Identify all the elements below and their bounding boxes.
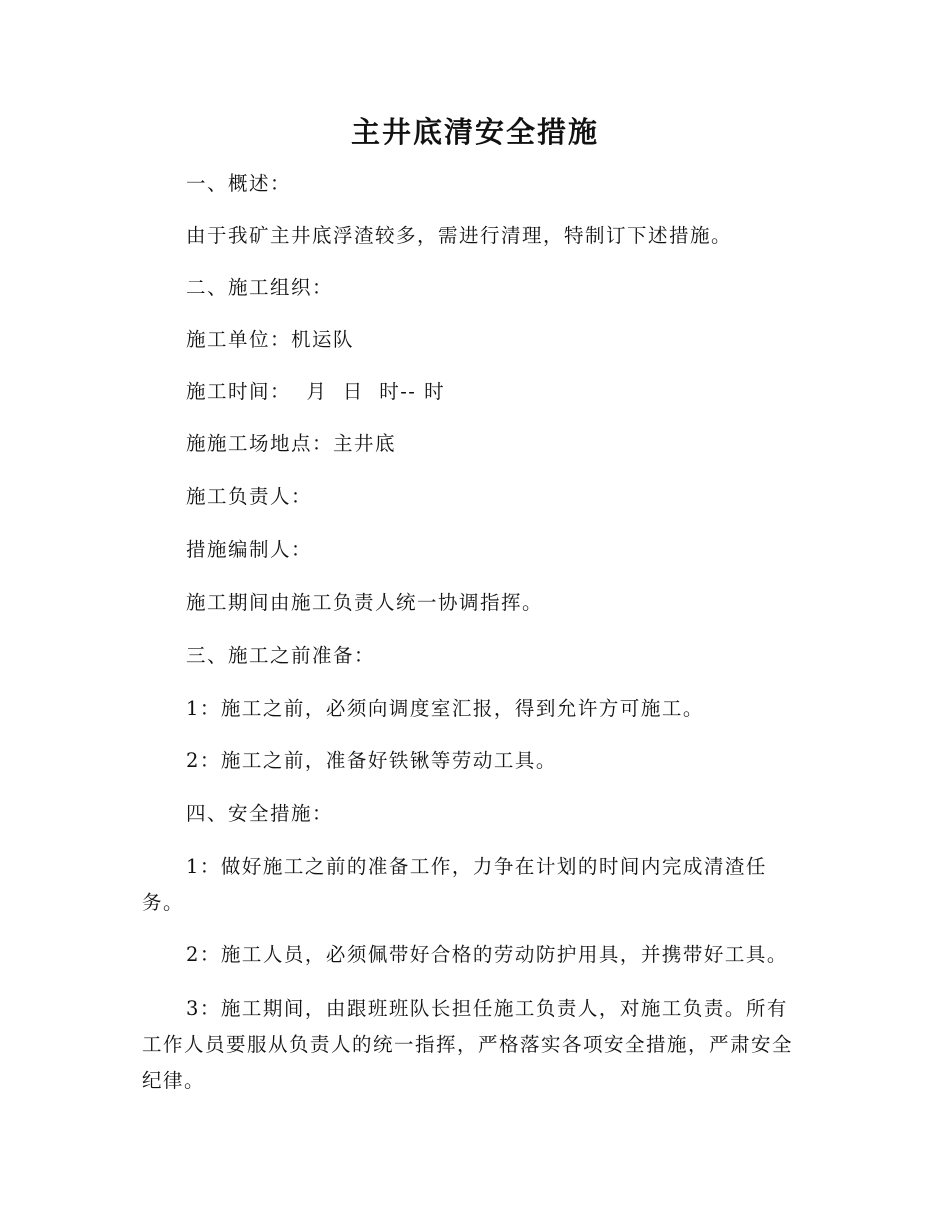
construction-time: 施工时间： 月 日 时-- 时 — [186, 380, 446, 403]
section-heading-organization: 二、施工组织： — [186, 276, 334, 299]
construction-location: 施施工场地点：主井底 — [186, 432, 397, 455]
section-heading-safety: 四、安全措施： — [186, 802, 334, 825]
safety-item-3: 3：施工期间，由跟班班队长担任施工负责人，对施工负责。所有工作人员要服从负责人的统一指挥，严格落实各项安全措施，严肃安全纪律。 — [142, 997, 794, 1092]
safety-item-2: 2：施工人员，必须佩带好合格的劳动防护用具，并携带好工具。 — [186, 943, 788, 966]
preparation-item-1: 1：施工之前，必须向调度室汇报，得到允许方可施工。 — [186, 697, 704, 720]
preparation-item-2: 2：施工之前，准备好铁锹等劳动工具。 — [186, 749, 557, 772]
overview-text: 由于我矿主井底浮渣较多，需进行清理，特制订下述措施。 — [186, 224, 733, 247]
safety-item-1: 1：做好施工之前的准备工作，力争在计划的时间内完成清渣任务。 — [142, 855, 767, 914]
page-title: 主井底清安全措施 — [350, 115, 599, 149]
construction-leader: 施工负责人： — [186, 485, 313, 508]
section-heading-preparation: 三、施工之前准备： — [186, 644, 376, 667]
construction-unit: 施工单位：机运队 — [186, 328, 355, 351]
command-text: 施工期间由施工负责人统一协调指挥。 — [186, 591, 544, 614]
measure-author: 措施编制人： — [186, 538, 313, 561]
section-heading-overview: 一、概述： — [186, 172, 292, 195]
